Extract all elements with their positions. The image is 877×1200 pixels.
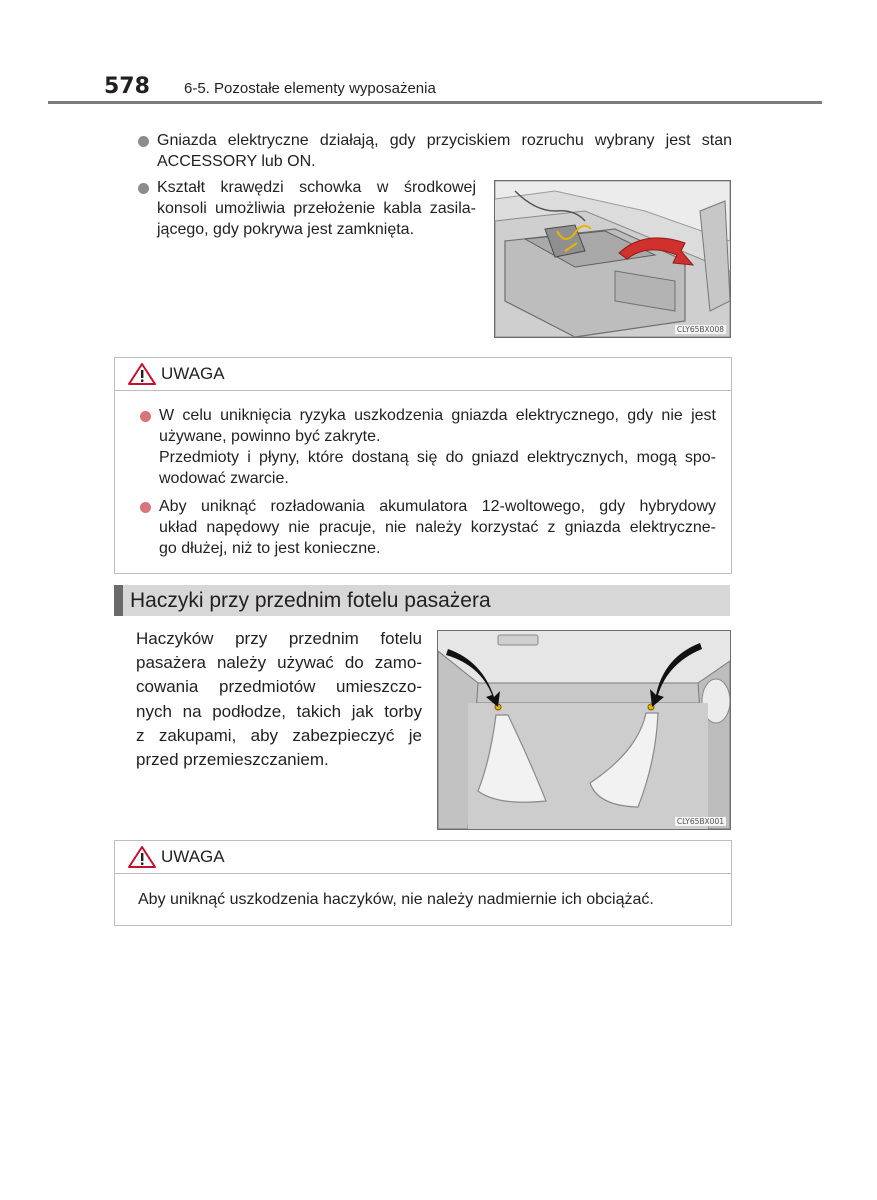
intro-bullet-2 [138,177,476,240]
warning-1-bullet-1-line-2: używane, powinno być zakryte. [159,428,381,445]
hooks-paragraph [136,627,422,772]
warning-triangle-icon [127,362,157,386]
section-heading: 6-5. Pozostałe elementy wyposażenia [184,80,436,97]
hooks-figure [437,630,731,830]
hooks-illustration [438,631,730,829]
intro-bullet-2-line-1: Kształt krawędzi schowka w środkowej [157,179,476,196]
section-band [114,585,730,616]
section-band-title: Haczyki przy przednim fotelu pasażera [130,588,491,612]
intro-bullet-1-line-1: Gniazda elektryczne działają, gdy przyciskiem rozruchu wybrany jest stan [157,132,732,149]
warning-1-bullet-1 [140,405,716,489]
warning-1-bullet-2-line-2: układ napędowy nie pracuje, nie należy korzystać z gniazda elektryczne- [159,519,716,536]
warning-title: UWAGA [161,847,225,866]
warning-1-bullet-1-line-1: W celu uniknięcia ryzyka uszkodzenia gniazda elektrycznego, gdy nie jest [159,407,716,424]
warning-1-bullet-2-line-1: Aby uniknąć rozładowania akumulatora 12-woltowego, gdy hybrydowy [159,498,716,515]
hooks-paragraph-line-1: Haczyków przy przednim fotelu [136,629,422,648]
hooks-paragraph-line-2: pasażera należy używać do zamo- [136,653,422,673]
warning-header [115,841,731,874]
figure-code: CLY65BX008 [676,325,724,334]
console-illustration [495,181,730,337]
warning-triangle-icon [127,845,157,869]
hooks-paragraph-line-6: przed przemieszczaniem. [136,750,329,770]
hooks-paragraph-line-4: nych na podłodze, takich jak torby [136,701,422,721]
intro-bullet-1 [138,130,732,172]
intro-bullet-2-line-3: jącego, gdy pokrywa jest zamknięta. [157,221,415,238]
warning-title: UWAGA [161,364,225,383]
warning-1-bullet-2-line-3: go dłużej, niż to jest konieczne. [159,540,381,557]
bullet-icon [138,136,149,147]
warning-header [115,358,731,391]
bullet-icon [138,183,149,194]
bullet-icon [140,502,151,513]
page-number: 578 [104,74,150,99]
hooks-paragraph-line-5: z zakupami, aby zabezpieczyć je [136,725,422,745]
warning-1-bullet-1-line-4: wodować zwarcie. [159,470,289,487]
warning-2-text: Aby uniknąć uszkodzenia haczyków, nie należy nadmiernie ich obciążać. [138,891,654,908]
warning-1-bullet-1-line-3: Przedmioty i płyny, które dostaną się do gniazd elektrycznych, mogą spo- [159,449,716,466]
figure-code: CLY65BX001 [676,817,724,826]
bullet-icon [140,411,151,422]
header-divider [48,101,822,104]
warning-box-2 [114,840,732,926]
hooks-paragraph-line-3: cowania przedmiotów umieszczo- [136,677,422,697]
warning-box-1 [114,357,732,574]
warning-1-bullet-2 [140,496,716,559]
console-figure [494,180,731,338]
intro-bullet-2-line-2: konsoli umożliwia przełożenie kabla zasila- [157,200,476,217]
band-accent [114,585,123,616]
intro-bullet-1-line-2: ACCESSORY lub ON. [157,153,316,170]
